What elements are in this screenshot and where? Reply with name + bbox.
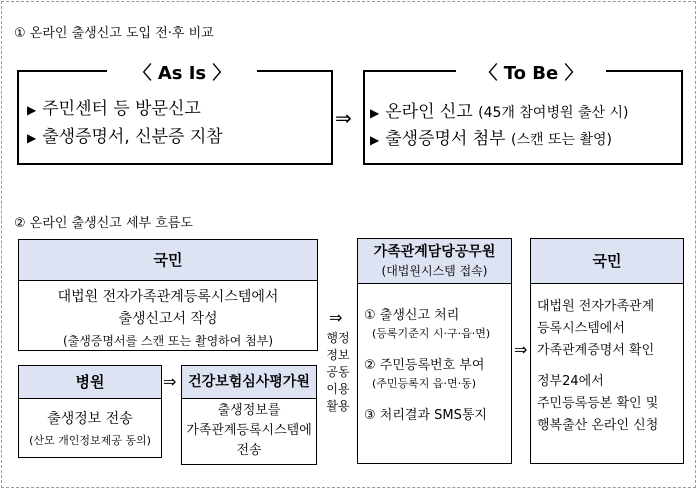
triangle-bullet-icon: ▶: [27, 131, 37, 145]
hospital-line-1: 출생정보 전송: [47, 411, 133, 427]
final-line-3: 가족관계증명서 확인: [537, 343, 655, 358]
citizen-line-1: 대법원 전자가족관계등록시스템에서: [57, 289, 279, 305]
officer-box-header: [358, 239, 511, 284]
officer-title: 가족관계담당공무원: [373, 244, 496, 260]
hospital-to-hira-arrow-icon: ⇒: [163, 372, 177, 391]
triangle-bullet-icon: ▶: [27, 103, 37, 117]
officer-step-3: ③ 처리결과 SMS통지: [364, 408, 487, 423]
final-citizen-header: 국민: [531, 239, 683, 284]
officer-box: [357, 238, 512, 464]
as-is-title: 〈 As Is 〉: [107, 59, 257, 85]
hospital-line-2: (산모 개인정보제공 동의): [29, 434, 151, 447]
to-be-item-2: ▶ 출생증명서 첨부 (스캔 또는 촬영): [370, 129, 612, 149]
hira-line-1: 출생정보를: [217, 403, 281, 418]
citizen-box-header: 국민: [19, 240, 317, 281]
to-be-item-1: ▶ 온라인 신고 (45개 참여병원 출산 시): [370, 102, 629, 122]
hospital-box-header: 병원: [19, 366, 161, 399]
final-line-2: 등록시스템에서: [537, 321, 625, 336]
hira-box-header: 건강보험심사평가원: [182, 366, 316, 399]
as-is-item-2: ▶ 출생증명서, 신분증 지참: [27, 127, 223, 147]
hira-line-2: 가족관계등록시스템에: [186, 423, 312, 438]
final-line-4: 정부24에서: [537, 374, 604, 389]
hira-line-3: 전송: [236, 443, 262, 458]
final-line-5: 주민등록등본 확인 및: [537, 396, 659, 411]
to-officer-arrow-icon: ⇒: [329, 308, 343, 327]
officer-step-2: ② 주민등록번호 부여: [364, 358, 485, 373]
to-be-title: 〈 To Be 〉: [456, 59, 606, 85]
compare-arrow-icon: ⇒: [335, 106, 352, 130]
to-final-citizen-arrow-icon: ⇒: [514, 340, 528, 359]
final-line-6: 행복출산 온라인 신청: [537, 418, 659, 433]
final-citizen-box: [530, 238, 684, 464]
section2-title: ② 온라인 출생신고 세부 흐름도: [14, 216, 193, 231]
hira-box: [181, 365, 317, 465]
citizen-line-2: 출생신고서 작성: [118, 311, 218, 327]
officer-step-1: ① 출생신고 처리: [364, 308, 460, 323]
triangle-bullet-icon: ▶: [370, 133, 380, 147]
admin-info-sharing-label: 행정 정보 공동 이용 활용: [326, 331, 350, 413]
officer-subtitle: (대법원시스템 접속): [381, 264, 488, 278]
citizen-line-3: (출생증명서를 스캔 또는 촬영하여 첨부): [62, 334, 274, 348]
officer-step-2-note: (주민등록지 읍·면·동): [372, 377, 477, 390]
as-is-item-1: ▶ 주민센터 등 방문신고: [27, 99, 201, 119]
citizen-box: [18, 239, 318, 351]
hospital-box: [18, 365, 162, 458]
officer-step-1-note: (등록기준지 시·구·읍·면): [372, 327, 491, 340]
triangle-bullet-icon: ▶: [370, 106, 380, 120]
final-line-1: 대법원 전자가족관계: [537, 299, 655, 314]
section1-title: ① 온라인 출생신고 도입 전·후 비교: [14, 26, 214, 41]
